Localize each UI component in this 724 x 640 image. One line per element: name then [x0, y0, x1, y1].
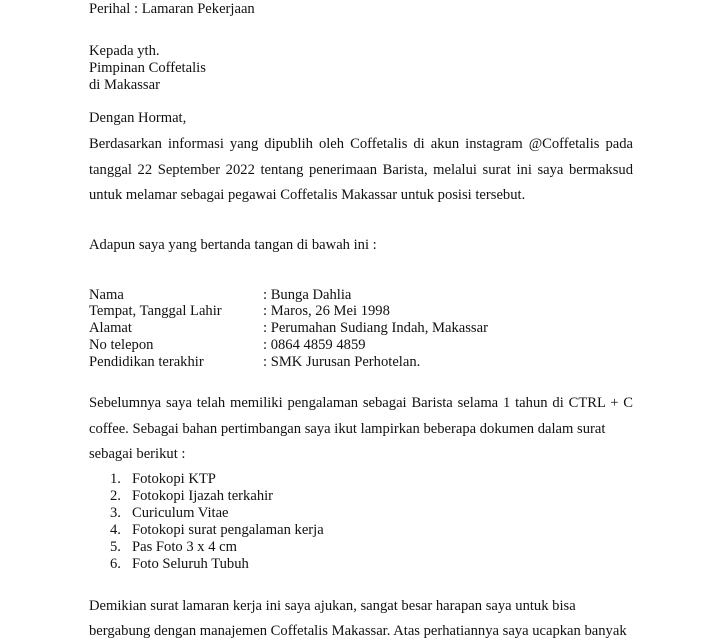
attachment-number: 4. — [110, 522, 121, 538]
attachment-number: 2. — [110, 488, 121, 504]
attachment-item: Foto Seluruh Tubuh — [132, 556, 249, 572]
intro-paragraph-line-1: Berdasarkan informasi yang dipublih oleh Coffetalis di akun instagram @Coffetalis pada — [89, 136, 633, 152]
info-value-education: : SMK Jurusan Perhotelan. — [263, 354, 421, 370]
attachment-item: Fotokopi KTP — [132, 471, 216, 487]
attachment-item: Fotokopi surat pengalaman kerja — [132, 522, 324, 538]
info-value-address: : Perumahan Sudiang Indah, Makassar — [263, 320, 488, 336]
greeting: Dengan Hormat, — [89, 110, 187, 126]
attachment-number: 5. — [110, 539, 121, 555]
attachment-number: 6. — [110, 556, 121, 572]
info-label-phone: No telepon — [89, 337, 154, 353]
recipient-line-3: di Makassar — [89, 77, 160, 93]
attachment-number: 1. — [110, 471, 121, 487]
info-label-education: Pendidikan terakhir — [89, 354, 204, 370]
experience-paragraph-line-3: sebagai berikut : — [89, 446, 186, 462]
info-value-name: : Bunga Dahlia — [263, 287, 352, 303]
info-label-birth: Tempat, Tanggal Lahir — [89, 303, 222, 319]
info-value-birth: : Maros, 26 Mei 1998 — [263, 303, 390, 319]
closing-paragraph-line-1: Demikian surat lamaran kerja ini saya ajukan, sangat besar harapan saya untuk bisa — [89, 598, 576, 614]
info-label-address: Alamat — [89, 320, 132, 336]
subject-line: Perihal : Lamaran Pekerjaan — [89, 1, 255, 17]
recipient-line-2: Pimpinan Coffetalis — [89, 60, 206, 76]
info-value-phone: : 0864 4859 4859 — [263, 337, 366, 353]
intro-paragraph-line-2: tanggal 22 September 2022 tentang penerimaan Barista, melalui surat ini saya bermaksud — [89, 162, 633, 178]
attachment-item: Curiculum Vitae — [132, 505, 229, 521]
attachment-item: Fotokopi Ijazah terkahir — [132, 488, 274, 504]
info-label-name: Nama — [89, 287, 124, 303]
experience-paragraph-line-2: coffee. Sebagai bahan pertimbangan saya ikut lampirkan beberapa dokumen dalam surat — [89, 421, 606, 437]
closing-paragraph-line-2: bergabung dengan manajemen Coffetalis Makassar. Atas perhatiannya saya ucapkan banyak — [89, 623, 627, 639]
experience-paragraph-line-1: Sebelumnya saya telah memiliki pengalaman sebagai Barista selama 1 tahun di CTRL + C — [89, 395, 633, 411]
attachment-number: 3. — [110, 505, 121, 521]
undersigned-line: Adapun saya yang bertanda tangan di bawah ini : — [89, 237, 377, 253]
attachment-item: Pas Foto 3 x 4 cm — [132, 539, 237, 555]
recipient-line-1: Kepada yth. — [89, 43, 160, 59]
intro-paragraph-line-3: untuk melamar sebagai pegawai Coffetalis Makassar untuk posisi tersebut. — [89, 187, 526, 203]
